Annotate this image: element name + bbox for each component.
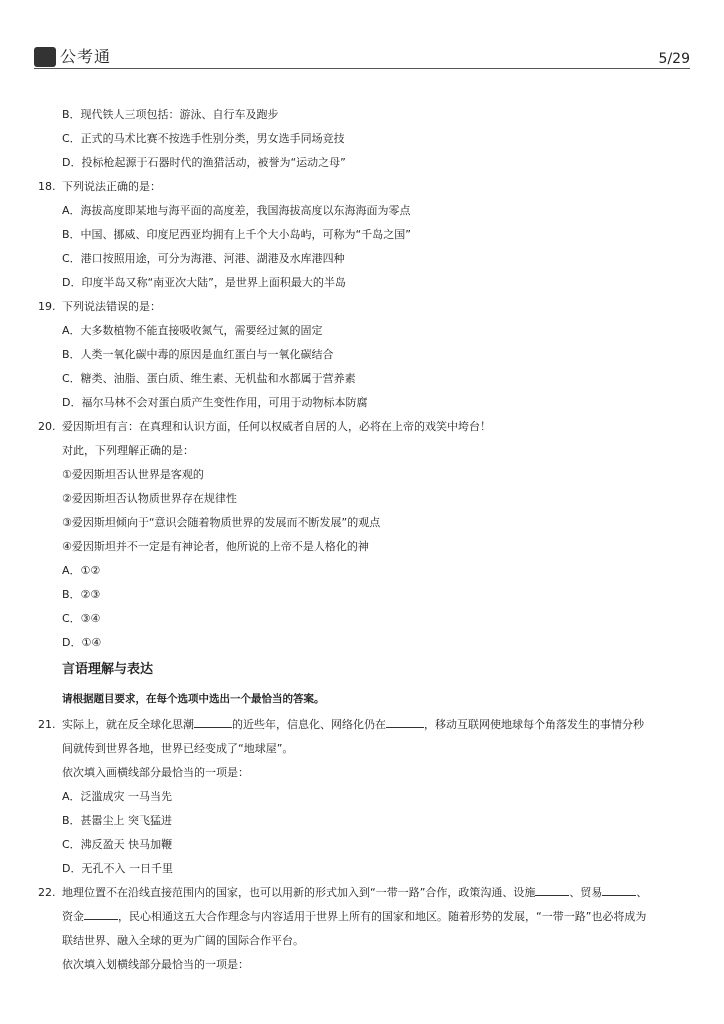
q22-stem-line-3: 联结世界、融入全球的更为广阔的国际合作平台。	[62, 934, 304, 947]
q21-blank-2	[386, 715, 424, 728]
q19-number: 19.	[38, 300, 56, 313]
logo-icon	[34, 47, 56, 67]
q18-option-b: B．中国、挪威、印度尼西亚均拥有上千个大小岛屿，可称为“千岛之国”	[62, 228, 411, 241]
q21-text-a: 实际上，就在反全球化思潮	[62, 718, 194, 731]
q21-option-d: D．无孔不入 一日千里	[62, 862, 173, 875]
q19-stem	[0, 295, 724, 319]
header-divider	[34, 68, 690, 69]
document-body	[0, 103, 724, 977]
q21-stem-line-1	[0, 713, 724, 737]
q20-option-b: B．②③	[62, 588, 101, 601]
q19-option-b: B．人类一氧化碳中毒的原因是血红蛋白与一氧化碳结合	[62, 348, 334, 361]
q20-statement-3: ③爱因斯坦倾向于“意识会随着物质世界的发展而不断发展”的观点	[62, 516, 381, 529]
q18-option-a: A．海拔高度即某地与海平面的高度差，我国海拔高度以东海海面为零点	[62, 204, 411, 217]
q18-option-c: C．港口按照用途，可分为海港、河港、湖港及水库港四种	[62, 252, 345, 265]
q21-text-c: ，移动互联网使地球每个角落发生的事情分秒	[424, 718, 644, 731]
q20-sub-prompt: 对此，下列理解正确的是：	[62, 444, 194, 457]
q19-stem-text: 下列说法错误的是：	[62, 300, 161, 313]
q17-option-d: D．投标枪起源于石器时代的渔猎活动，被誉为“运动之母”	[62, 156, 346, 169]
q18-stem	[0, 175, 724, 199]
q19-option-c: C．糖类、油脂、蛋白质、维生素、无机盐和水都属于营养素	[62, 372, 356, 385]
page-number: 5/29	[658, 51, 690, 67]
page-header	[34, 47, 690, 69]
q21-option-a: A．泛滥成灾 一马当先	[62, 790, 173, 803]
q21-sub-prompt: 依次填入画横线部分最恰当的一项是：	[62, 766, 249, 779]
q18-stem-text: 下列说法正确的是：	[62, 180, 161, 193]
q20-stem-text: 爱因斯坦有言：在真理和认识方面，任何以权威者自居的人，必将在上帝的戏笑中垮台！	[62, 420, 491, 433]
q22-text-e: ，民心相通这五大合作理念与内容适用于世界上所有的国家和地区。随着形势的发展，“一带一路”也必将成为	[118, 910, 647, 923]
q22-text-b: 、贸易	[569, 886, 603, 899]
q22-stem-line-2	[0, 905, 724, 929]
q22-number: 22.	[38, 886, 56, 899]
q22-sub-prompt: 依次填入划横线部分最恰当的一项是：	[62, 958, 249, 971]
q20-statement-1: ①爱因斯坦否认世界是客观的	[62, 468, 204, 481]
q22-text-c: 、	[636, 886, 648, 899]
q17-option-c: C．正式的马术比赛不按选手性别分类，男女选手同场竞技	[62, 132, 345, 145]
q22-text-d: 资金	[62, 910, 84, 923]
q21-blank-1	[194, 715, 232, 728]
q22-text-a: 地理位置不在沿线直接范围内的国家，也可以用新的形式加入到“一带一路”合作，政策沟通、设施	[62, 886, 536, 899]
q22-stem-line-1	[0, 881, 724, 905]
q21-number: 21.	[38, 718, 56, 731]
q20-option-a: A．①②	[62, 564, 101, 577]
q20-statement-4: ④爱因斯坦并不一定是有神论者，他所说的上帝不是人格化的神	[62, 540, 369, 553]
q20-option-d: D．①④	[62, 636, 102, 649]
section-title: 言语理解与表达	[62, 662, 154, 677]
q17-option-b: B．现代铁人三项包括：游泳、自行车及跑步	[62, 108, 279, 121]
q21-option-b: B．甚嚣尘上 突飞猛进	[62, 814, 173, 827]
q20-statement-2: ②爱因斯坦否认物质世界存在规律性	[62, 492, 237, 505]
q20-stem	[0, 415, 724, 439]
q18-number: 18.	[38, 180, 56, 193]
q22-blank-1	[535, 883, 569, 896]
q20-number: 20.	[38, 420, 56, 433]
q19-option-d: D．福尔马林不会对蛋白质产生变性作用，可用于动物标本防腐	[62, 396, 368, 409]
section-instruction: 请根据题目要求，在每个选项中选出一个最恰当的答案。	[62, 693, 325, 705]
q20-option-c: C．③④	[62, 612, 101, 625]
q21-stem-line-2: 间就传到世界各地，世界已经变成了“地球屋”。	[62, 742, 294, 755]
q19-option-a: A．大多数植物不能直接吸收氮气，需要经过氮的固定	[62, 324, 323, 337]
q22-blank-3	[84, 907, 118, 920]
brand-name: 公考通	[60, 47, 112, 66]
q21-text-b: 的近些年，信息化、网络化仍在	[232, 718, 386, 731]
q22-blank-2	[602, 883, 636, 896]
q21-option-c: C．沸反盈天 快马加鞭	[62, 838, 173, 851]
q18-option-d: D．印度半岛又称“南亚次大陆”，是世界上面积最大的半岛	[62, 276, 346, 289]
